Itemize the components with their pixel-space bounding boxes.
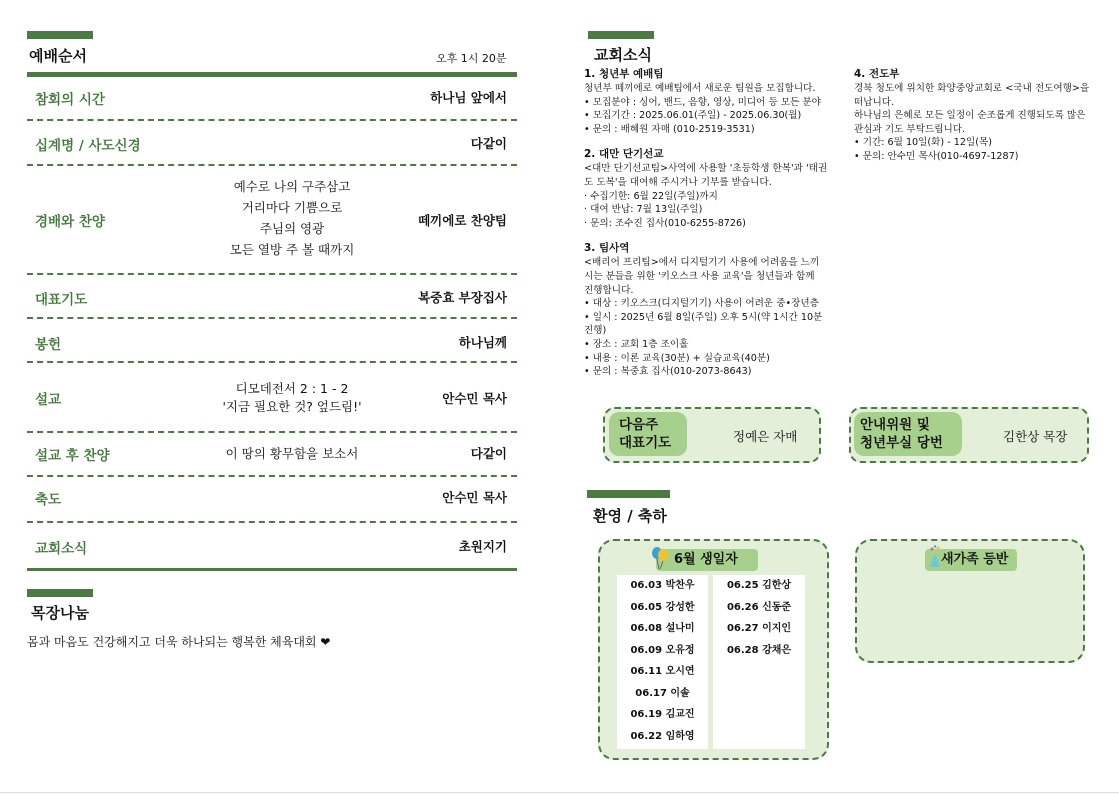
praise-song-list (177, 176, 407, 260)
worship-row (27, 477, 517, 521)
news-line: · 문의: 조수진 집사(010-6255-8726) (584, 217, 746, 229)
worship-time: 오후 1시 20분 (436, 52, 507, 65)
birthday-item: 06.26 신동준 (726, 601, 792, 613)
news-line: 떠납니다. (854, 96, 895, 108)
worship-order-title: 예배순서 (29, 47, 87, 65)
news-item-title: 1. 청년부 예배팀 (584, 68, 664, 80)
news-item (854, 67, 1114, 164)
birthday-list-left (617, 575, 708, 749)
section-accent-bar (27, 589, 93, 597)
birthday-item: 06.05 강성한 (630, 601, 695, 613)
worship-row-person: 떼끼에로 찬양팀 (418, 213, 507, 228)
worship-row (27, 275, 517, 319)
news-item (584, 67, 844, 136)
worship-row (27, 433, 517, 477)
dashed-divider (27, 361, 517, 363)
worship-row-person: 하나님께 (458, 335, 507, 350)
news-line: 경북 청도에 위치한 화양중앙교회로 <국내 전도여행>을 (854, 83, 1090, 94)
worship-row-label: 설교 (35, 392, 62, 408)
worship-row-person: 안수민 목사 (442, 490, 507, 505)
news-line: • 문의 : 복중효 집사(010-2073-8643) (584, 366, 752, 378)
worship-row (27, 364, 517, 432)
birthday-card (598, 539, 829, 760)
next-prayer-label: 다음주 대표기도 (609, 412, 687, 456)
birthday-item: 06.19 김교진 (630, 709, 695, 720)
news-item (584, 241, 844, 378)
news-line: • 모집분야 : 싱어, 밴드, 음향, 영상, 미디어 등 모든 분야 (584, 96, 821, 108)
worship-row-person: 초원지기 (458, 539, 507, 554)
divider-line (27, 568, 517, 571)
mokjang-title: 목장나눔 (31, 604, 89, 622)
news-line: • 모집기간 : 2025.06.01(주일) - 2025.06.30(월) (584, 110, 802, 122)
birthday-item: 06.25 김한상 (726, 580, 792, 591)
usher-person: 김한상 목장 (1003, 429, 1068, 444)
worship-row (27, 320, 517, 364)
birthday-item: 06.11 오시연 (630, 666, 695, 677)
worship-row-label: 설교 후 찬양 (35, 448, 110, 464)
news-line: • 문의 : 배혜원 자매 (010-2519-3531) (584, 123, 755, 135)
news-line: 하나님의 은혜로 모든 일정이 순조롭게 진행되도록 많은 (854, 110, 1086, 122)
worship-row-label: 축도 (35, 492, 62, 508)
news-title: 교회소식 (594, 46, 652, 64)
news-line: 시는 분들을 위한 '키오스크 사용 교육'을 청년들과 함께 (584, 270, 815, 282)
news-line: 진행) (584, 325, 607, 337)
news-line: 청년부 떼끼에로 예배팀에서 새로운 팀원을 모집합니다. (584, 83, 816, 94)
worship-row (27, 166, 517, 274)
news-line: · 수집기한: 6월 22일(주일)까지 (584, 190, 718, 202)
news-line: 관심과 기도 부탁드립니다. (854, 123, 966, 135)
news-line: • 일시 : 2025년 6월 8일(주일) 오후 5시(약 1시간 10분 (584, 311, 823, 323)
new-family-card (855, 539, 1085, 663)
next-prayer-person: 정예은 자매 (733, 429, 798, 444)
news-line: • 장소 : 교회 1층 조이홀 (584, 338, 689, 350)
praise-song: 예수로 나의 구주삼고 (233, 179, 351, 194)
sermon-scripture: 디모데전서 2 : 1 - 2 (235, 381, 349, 396)
news-item (584, 147, 844, 230)
news-column-right (854, 67, 1114, 164)
birthday-item: 06.27 이지인 (726, 623, 792, 634)
birthday-item: 06.22 임하영 (630, 730, 695, 742)
usher-label: 안내위원 및 청년부실 당번 (854, 412, 962, 456)
news-line: • 대상 : 키오스크(디지털기기) 사용이 어려운 중•장년층 (584, 298, 819, 310)
news-line: • 내용 : 이론 교육(30분) + 실습교육(40분) (584, 352, 770, 364)
worship-row (27, 121, 517, 165)
worship-row (27, 523, 517, 567)
news-line: · 대여 반납: 7월 13일(주일) (584, 204, 703, 216)
new-family-header: 새가족 등반 (925, 549, 1017, 571)
page-bottom-border (0, 792, 1119, 793)
news-item-title: 3. 팀사역 (584, 242, 630, 255)
news-line: • 기간: 6월 10일(화) - 12일(목) (854, 137, 992, 149)
birthday-item: 06.09 오유정 (630, 644, 695, 656)
after-sermon-song: 이 땅의 황무함을 보소서 (225, 446, 359, 461)
worship-row (27, 75, 517, 119)
praise-song: 모든 열방 주 볼 때까지 (229, 242, 355, 257)
worship-row-person: 다같이 (470, 136, 507, 151)
section-accent-bar (27, 31, 93, 39)
news-line: 진행합니다. (584, 284, 634, 296)
worship-row-person: 하나님 앞에서 (430, 90, 507, 105)
dashed-divider (27, 317, 517, 319)
section-accent-bar (588, 31, 654, 39)
sermon-text (177, 380, 407, 416)
next-prayer-box (603, 407, 821, 463)
birthday-item: 06.03 박찬우 (630, 580, 695, 591)
worship-row-label: 십계명 / 사도신경 (35, 138, 141, 154)
worship-row-person: 복중효 부장집사 (418, 290, 507, 305)
news-line: • 문의: 안수민 목사(010-4697-1287) (854, 150, 1019, 162)
worship-row-person: 안수민 목사 (442, 391, 507, 406)
birthday-item: 06.08 설나미 (630, 623, 695, 634)
worship-row-label: 봉헌 (35, 337, 62, 353)
birthday-item: 06.17 이솔 (635, 687, 690, 699)
news-line: 도 도복'을 대여해 주시거나 기부를 받습니다. (584, 176, 772, 188)
worship-row-label: 참회의 시간 (35, 92, 105, 108)
worship-row-person: 다같이 (470, 446, 507, 461)
usher-box (849, 407, 1089, 463)
birthday-list-right (713, 575, 805, 749)
news-line: <배리어 프리팀>에서 디지털기기 사용에 어려움을 느끼 (584, 257, 820, 269)
news-item-title: 4. 전도부 (854, 68, 900, 80)
worship-row-label: 경배와 찬양 (35, 214, 105, 230)
balloons-icon (650, 546, 670, 570)
worship-row-label: 대표기도 (35, 292, 88, 308)
birthday-item: 06.28 강채은 (726, 644, 792, 656)
section-accent-bar (587, 490, 670, 498)
welcome-title: 환영 / 축하 (593, 507, 667, 525)
news-item-title: 2. 대만 단기선교 (584, 148, 664, 161)
worship-row-label: 교회소식 (35, 541, 88, 557)
news-line: <대만 단기선교팀>사역에 사용할 '초등학생 한복'과 '태권 (584, 163, 828, 175)
praise-song: 거리마다 기쁨으로 (241, 200, 343, 215)
birthday-header: 6월 생일자 (656, 549, 758, 571)
praise-song: 주님의 영광 (259, 221, 325, 236)
news-column-left (584, 67, 844, 379)
sermon-title: '지금 필요한 것? 엎드림!' (222, 399, 362, 414)
mokjang-text: 몸과 마음도 건강해지고 더욱 하나되는 행복한 체육대회 ❤ (27, 635, 331, 649)
